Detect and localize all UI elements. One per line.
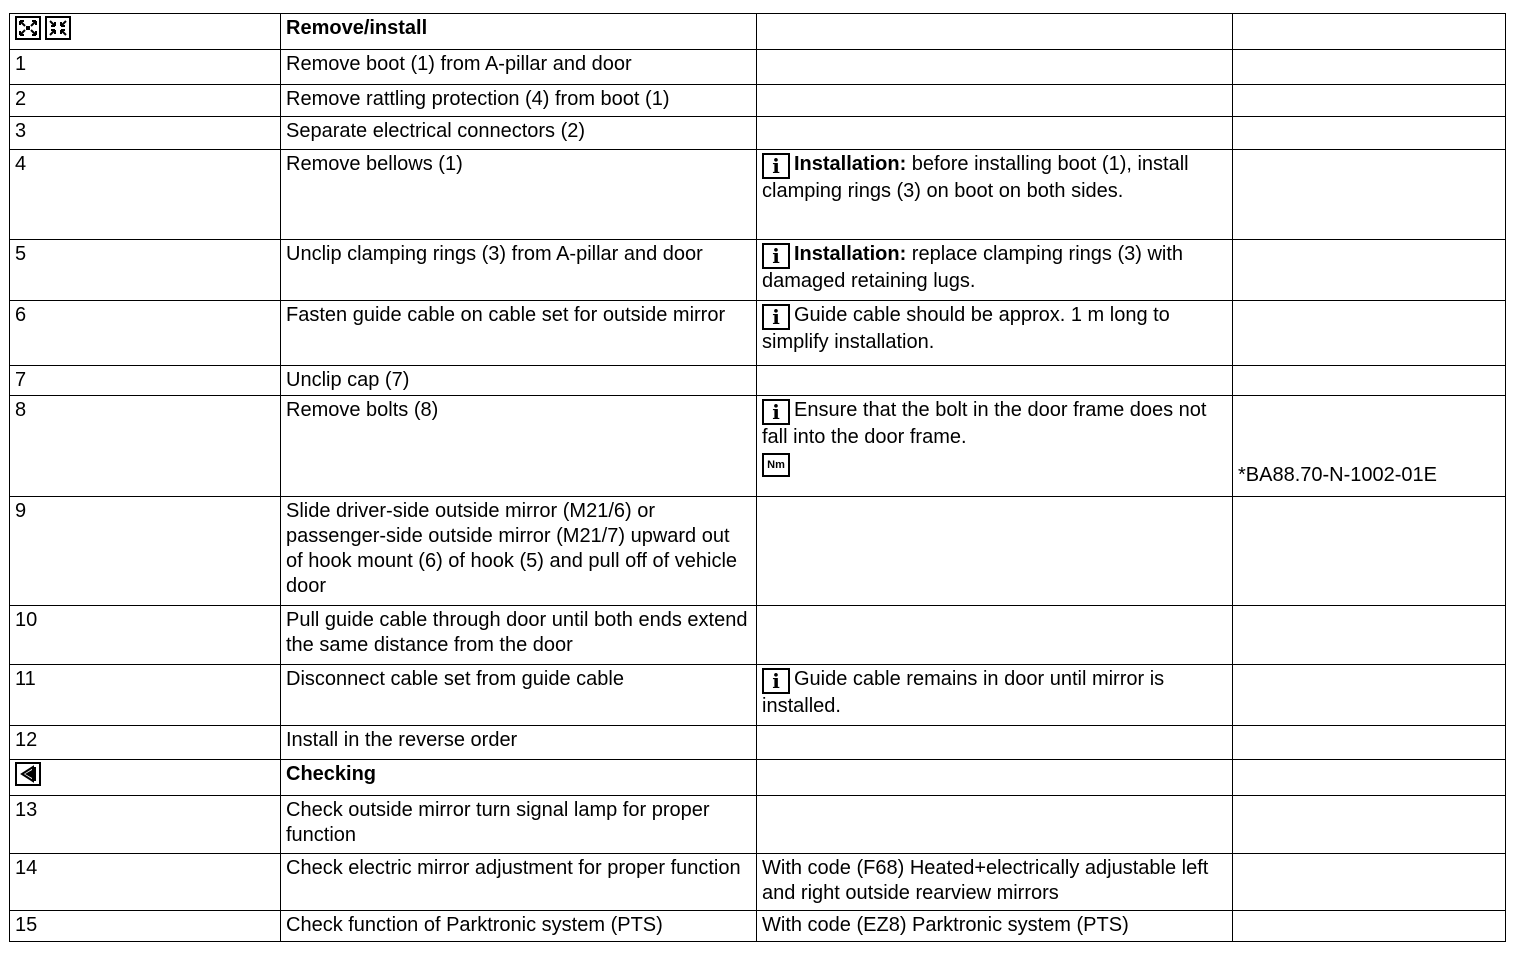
note-cell (757, 150, 1233, 240)
table-row (10, 396, 1506, 497)
checking-header-row (10, 760, 1506, 796)
table-row (10, 911, 1506, 942)
step-number: 12 (10, 726, 281, 760)
note-cell (757, 301, 1233, 366)
info-icon: i (762, 668, 790, 694)
step-text: Disconnect cable set from guide cable (281, 665, 757, 726)
note-cell: With code (F68) Heated+electrically adjustable left and right outside rearview mirrors (757, 854, 1233, 911)
table-row (10, 854, 1506, 911)
section-title-remove-install: Remove/install (281, 14, 757, 50)
step-text: Separate electrical connectors (2) (281, 117, 757, 150)
table-row (10, 366, 1506, 396)
info-icon: i (762, 153, 790, 179)
step-text: Remove rattling protection (4) from boot (1) (281, 85, 757, 117)
step-number: 1 (10, 50, 281, 85)
step-number: 4 (10, 150, 281, 240)
table-row (10, 301, 1506, 366)
remove-icon (15, 16, 41, 40)
step-text: Slide driver-side outside mirror (M21/6) or passenger-side outside mirror (M21/7) upward out of hook mount (6) of hook (5) and pull off of vehicle door (281, 497, 757, 606)
header-icons-cell (10, 14, 281, 50)
note-cell: With code (EZ8) Parktronic system (PTS) (757, 911, 1233, 942)
step-number: 11 (10, 665, 281, 726)
step-text: Remove bolts (8) (281, 396, 757, 497)
table-row (10, 50, 1506, 85)
step-text: Unclip clamping rings (3) from A-pillar and door (281, 240, 757, 301)
step-text: Remove boot (1) from A-pillar and door (281, 50, 757, 85)
step-number: 14 (10, 854, 281, 911)
step-text: Check electric mirror adjustment for proper function (281, 854, 757, 911)
step-text: Install in the reverse order (281, 726, 757, 760)
step-number: 3 (10, 117, 281, 150)
header-row (10, 14, 1506, 50)
table-row (10, 796, 1506, 854)
step-number: 7 (10, 366, 281, 396)
note-text: before installing boot (1), install clamping rings (3) on boot on both sides. (762, 153, 1189, 202)
note-text: Guide cable should be approx. 1 m long to simplify installation. (762, 304, 1170, 353)
checking-icon (15, 762, 41, 786)
reference-link[interactable]: *BA88.70-N-1002-01E (1238, 464, 1438, 486)
note-cell (757, 665, 1233, 726)
table-row (10, 240, 1506, 301)
procedure-table (9, 13, 1506, 942)
section-title-checking: Checking (281, 760, 757, 796)
step-text: Fasten guide cable on cable set for outside mirror (281, 301, 757, 366)
note-cell (757, 396, 1233, 497)
step-number: 8 (10, 396, 281, 497)
step-number: 15 (10, 911, 281, 942)
checking-icon-cell (10, 760, 281, 796)
note-cell (757, 240, 1233, 301)
table-row (10, 85, 1506, 117)
step-number: 9 (10, 497, 281, 606)
note-text: replace clamping rings (3) with damaged retaining lugs. (762, 243, 1184, 292)
note-text: Guide cable remains in door until mirror is installed. (762, 668, 1165, 717)
step-text: Unclip cap (7) (281, 366, 757, 396)
step-text: Check function of Parktronic system (PTS) (281, 911, 757, 942)
step-number: 13 (10, 796, 281, 854)
reference-cell (1233, 396, 1506, 497)
step-number: 2 (10, 85, 281, 117)
step-number: 6 (10, 301, 281, 366)
step-text: Remove bellows (1) (281, 150, 757, 240)
note-text: Ensure that the bolt in the door frame does not fall into the door frame. (762, 399, 1207, 448)
note-label: Installation: (794, 153, 907, 175)
info-icon: i (762, 304, 790, 330)
info-icon: i (762, 243, 790, 269)
table-row (10, 726, 1506, 760)
step-number: 5 (10, 240, 281, 301)
table-row (10, 497, 1506, 606)
table-row (10, 665, 1506, 726)
step-text: Pull guide cable through door until both ends extend the same distance from the door (281, 606, 757, 665)
table-row (10, 150, 1506, 240)
info-icon: i (762, 399, 790, 425)
note-label: Installation: (794, 243, 907, 265)
table-row (10, 117, 1506, 150)
step-number: 10 (10, 606, 281, 665)
step-text: Check outside mirror turn signal lamp for proper function (281, 796, 757, 854)
table-row (10, 606, 1506, 665)
torque-icon: Nm (762, 453, 790, 477)
install-icon (45, 16, 71, 40)
